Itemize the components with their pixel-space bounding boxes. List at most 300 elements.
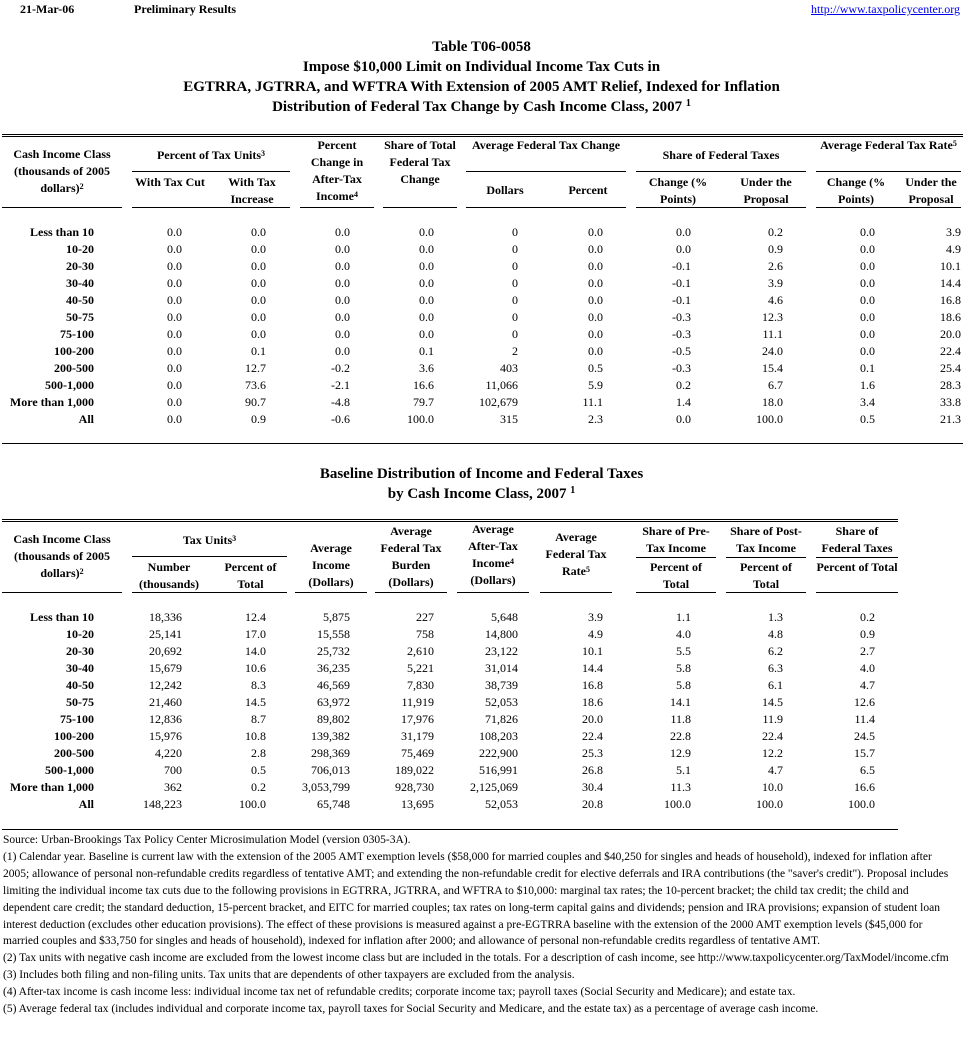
table-cell: 3,053,799 (302, 780, 350, 794)
header-underline (132, 592, 287, 593)
table-cell: 11.8 (670, 712, 691, 726)
table-cell: 227 (416, 610, 434, 624)
group-rule (636, 557, 716, 558)
table-cell: 0.0 (419, 310, 434, 324)
table-cell: 22.8 (670, 729, 691, 743)
table-cell: 189,022 (395, 763, 434, 777)
table-cell: 11,066 (485, 378, 518, 392)
table-cell: 11.1 (582, 395, 603, 409)
col-group-pct-tax-units: Percent of Tax Units$^3$ (156, 148, 266, 162)
footnote-2: (2) Tax units with negative cash income are excluded from the lowest income class but are included in the totals. For a description of cash income, see http://www.taxpolicycenter.org/TaxModel/income.cfm (3, 952, 949, 965)
table-cell: 6.5 (860, 763, 875, 777)
col-header-with-tax-cut: With Tax Cut (135, 175, 205, 189)
table-cell: 100.0 (848, 797, 875, 811)
table-cell: 3.9 (588, 610, 603, 624)
table-cell: 18,336 (149, 610, 182, 624)
table-cell: 0.0 (335, 344, 350, 358)
row-label: 100-200 (54, 729, 94, 743)
col-header-share-posttax: Share of Post-Tax Income (730, 524, 802, 555)
table-cell: 0.0 (251, 225, 266, 239)
table-cell: 14.0 (245, 644, 266, 658)
table-cell: 75,469 (401, 746, 434, 760)
row-label: 30-40 (66, 661, 94, 675)
table-cell: 28.3 (940, 378, 961, 392)
header-underline (457, 592, 529, 593)
table-cell: 0.0 (419, 242, 434, 256)
table-cell: 516,991 (479, 763, 518, 777)
table-cell: 2.3 (588, 412, 603, 426)
table-cell: 20.0 (582, 712, 603, 726)
table-cell: 100.0 (756, 412, 783, 426)
table-cell: 0 (512, 276, 518, 290)
table-cell: 3.9 (946, 225, 961, 239)
col-header-income-class: Cash Income Class (thousands of 2005 dollars)$^2$ (13, 532, 111, 580)
footnote-1: (1) Calendar year. Baseline is current law with the extension of the 2005 AMT exemption levels ($58,000 for married couples and $40,250 for singles and heads of household), indexed for inflation after 2005; allowance of personal non-refundable credits regardless of tentative AMT; and extending the non-refundable credit for elective deferrals and IRA contributions (the "saver's credit"). Proposal includes limiting the individual income tax cuts due to the following provisions in EGTRRA, JGTRRA, and WFTRA to $10,000: marginal tax rates; the 10-percent bracket; the child tax credit; the child and dependent care credit; the standard deduction, 15-percent bracket, and EITC for married couples; tax rates on long-term capital gains and dividends; pension and IRA provisions; expansion of student loan interest deduction (excludes other education provisions). The effect of these provisions is measured against a pre-EGTRRA baseline with the extension of the 2000 AMT exemption levels ($45,000 for married couples and $33,750 for singles and heads of household), indexed for inflation after 2000; and allowance of personal non-refundable credits regardless of tentative AMT. (3, 850, 949, 948)
row-label: All (78, 797, 94, 811)
table-cell: 0.0 (676, 412, 691, 426)
header-underline (295, 592, 367, 593)
col-header-pct-of-total: Percent of Total (649, 560, 703, 591)
table-cell: 16.6 (854, 780, 875, 794)
row-label: 75-100 (60, 712, 94, 726)
table-cell: 79.7 (413, 395, 434, 409)
table-cell: 4.0 (860, 661, 875, 675)
table-cell: 20,692 (149, 644, 182, 658)
table-cell: 0.0 (167, 361, 182, 375)
header-underline (383, 207, 457, 208)
table-cell: 18.0 (762, 395, 783, 409)
table-cell: 20.0 (940, 327, 961, 341)
table-cell: 298,369 (311, 746, 350, 760)
table-cell: 23,122 (485, 644, 518, 658)
table-cell: 0.0 (419, 225, 434, 239)
table-cell: 315 (500, 412, 518, 426)
table-cell: 0.0 (860, 310, 875, 324)
footnote-ref: 1 (570, 485, 576, 496)
table-cell: 0.0 (860, 344, 875, 358)
table-cell: -0.3 (672, 310, 691, 324)
table-cell: 706,013 (311, 763, 350, 777)
table-cell: -0.2 (331, 361, 350, 375)
table-cell: 3.9 (768, 276, 783, 290)
header-underline (2, 592, 122, 593)
table-cell: 20.8 (582, 797, 603, 811)
row-label: 200-500 (54, 746, 94, 760)
table-title-line: by Cash Income Class, 2007 $^1$ (387, 485, 576, 502)
table-cell: 148,223 (143, 797, 182, 811)
table-cell: 0 (512, 293, 518, 307)
table-cell: 108,203 (479, 729, 518, 743)
table-cell: 15,679 (149, 661, 182, 675)
table-cell: 4.8 (768, 627, 783, 641)
row-label: 40-50 (66, 293, 94, 307)
table-cell: 0.0 (588, 344, 603, 358)
table-cell: 10.1 (582, 644, 603, 658)
row-label: More than 1,000 (9, 780, 94, 794)
table-cell: 0.0 (335, 310, 350, 324)
table-cell: 15,976 (149, 729, 182, 743)
table-cell: 16.6 (413, 378, 434, 392)
table-cell: 22.4 (940, 344, 961, 358)
header-underline (636, 592, 716, 593)
col-header-number: Number (thousands) (138, 560, 200, 591)
table-cell: 8.7 (251, 712, 266, 726)
table-cell: 0.0 (860, 293, 875, 307)
header-underline (816, 592, 898, 593)
table-cell: 362 (164, 780, 182, 794)
table-cell: 0.0 (167, 344, 182, 358)
col-header-share-total-change: Share of Total Federal Tax Change (384, 138, 456, 186)
row-label: Less than 10 (29, 225, 94, 239)
table-cell: 0.0 (588, 225, 603, 239)
table2-title-block (0, 464, 963, 504)
table-cell: 12.4 (245, 610, 266, 624)
group-rule (816, 557, 898, 558)
table-cell: 0.1 (419, 344, 434, 358)
table-cell: 0.0 (588, 293, 603, 307)
table-cell: 12.3 (762, 310, 783, 324)
header-underline (726, 592, 806, 593)
col-header-pct-change-aftertax: Percent Change in After-Tax Income$^4$ (310, 138, 364, 203)
table-cell: 18.6 (940, 310, 961, 324)
table-cell: 30.4 (582, 780, 603, 794)
table-cell: 758 (416, 627, 434, 641)
col-header-avg-rate: Average Federal Tax Rate$^5$ (545, 530, 607, 578)
table-cell: 25.3 (582, 746, 603, 760)
table-cell: 5.1 (676, 763, 691, 777)
col-header-income-class: Cash Income Class (thousands of 2005 dollars)$^2$ (13, 147, 111, 195)
table-cell: 21,460 (149, 695, 182, 709)
table-cell: 18.6 (582, 695, 603, 709)
source-note: Source: Urban-Brookings Tax Policy Center Microsimulation Model (version 0305-3A). (3, 834, 411, 846)
table-cell: 11.4 (854, 712, 875, 726)
row-label: 40-50 (66, 678, 94, 692)
table-cell: 0.9 (251, 412, 266, 426)
table-cell: 26.8 (582, 763, 603, 777)
table-cell: 12.6 (854, 695, 875, 709)
table-cell: 4.0 (676, 627, 691, 641)
row-label: All (78, 412, 94, 426)
table-cell: 17,976 (401, 712, 434, 726)
table-cell: 14.5 (245, 695, 266, 709)
table-cell: 5.5 (676, 644, 691, 658)
table-cell: 89,802 (317, 712, 350, 726)
table-cell: 1.6 (860, 378, 875, 392)
table-cell: 0.0 (167, 225, 182, 239)
table-cell: 15.7 (854, 746, 875, 760)
table-cell: 14,800 (485, 627, 518, 641)
table-cell: 25,732 (317, 644, 350, 658)
table-cell: -0.3 (672, 361, 691, 375)
table-cell: 36,235 (317, 661, 350, 675)
table-cell: 0.0 (588, 327, 603, 341)
table-title-line: Distribution of Federal Tax Change by Cash Income Class, 2007 $^1$ (272, 98, 691, 115)
group-rule (132, 556, 287, 557)
col-header-with-tax-increase: With Tax Increase (228, 175, 276, 206)
site-link[interactable]: http://www.taxpolicycenter.org (811, 2, 960, 16)
table-cell: 14.1 (670, 695, 691, 709)
table-cell: -0.1 (672, 293, 691, 307)
col-group-tax-units: Tax Units$^3$ (182, 533, 237, 547)
table-cell: 2,125,069 (470, 780, 518, 794)
table-cell: 14.4 (940, 276, 961, 290)
table-cell: 2,610 (407, 644, 434, 658)
table-cell: 0 (512, 327, 518, 341)
table-cell: 0.0 (251, 327, 266, 341)
table-cell: 10.1 (940, 259, 961, 273)
table-cell: 52,053 (485, 695, 518, 709)
table-cell: 52,053 (485, 797, 518, 811)
row-label: Less than 10 (29, 610, 94, 624)
table-cell: 15,558 (317, 627, 350, 641)
col-header-avg-income: Average Income (Dollars) (308, 541, 354, 589)
table2-bottom-rule (2, 829, 898, 830)
table-title-line: Baseline Distribution of Income and Federal Taxes (319, 466, 644, 482)
table-cell: 4.7 (768, 763, 783, 777)
table-cell: 0 (512, 310, 518, 324)
table-cell: 0.0 (167, 378, 182, 392)
table-cell: 11,919 (401, 695, 434, 709)
group-rule (636, 171, 806, 172)
table-cell: 0.0 (860, 242, 875, 256)
row-label: 500-1,000 (45, 378, 94, 392)
table-cell: 3.6 (419, 361, 434, 375)
report-date: 21-Mar-06 (20, 2, 75, 16)
table-cell: 15.4 (762, 361, 783, 375)
row-label: 75-100 (60, 327, 94, 341)
footnote-5: (5) Average federal tax (includes individual and corporate income tax, payroll taxes for Social Security and Medicare, and the estate tax) as a percentage of average cash income. (3, 1003, 819, 1016)
table-cell: 11.1 (762, 327, 783, 341)
table-cell: 5,875 (323, 610, 350, 624)
table-cell: 12.2 (762, 746, 783, 760)
table-cell: 100.0 (239, 797, 266, 811)
table-cell: 0.0 (860, 327, 875, 341)
table-cell: 4.9 (946, 242, 961, 256)
table-cell: 0.0 (167, 327, 182, 341)
row-label: More than 1,000 (9, 395, 94, 409)
table-cell: 22.4 (582, 729, 603, 743)
col-group-share-fed-taxes: Share of Federal Taxes (662, 148, 780, 162)
col-header-pct-of-total: Percent of Total (739, 560, 793, 591)
table-cell: 11.3 (670, 780, 691, 794)
table-cell: 31,014 (485, 661, 518, 675)
group-rule (132, 171, 290, 172)
table-cell: 0.0 (676, 225, 691, 239)
col-header-avg-burden: Average Federal Tax Burden (Dollars) (380, 524, 442, 589)
table-cell: 0.0 (251, 293, 266, 307)
table-cell: 21.3 (940, 412, 961, 426)
table-cell: 0.0 (167, 276, 182, 290)
row-label: 10-20 (66, 627, 94, 641)
col-header-dollars: Dollars (486, 183, 524, 197)
table-cell: 0.0 (676, 242, 691, 256)
table-cell: 0.0 (167, 293, 182, 307)
table-cell: 0 (512, 259, 518, 273)
table-cell: 14.5 (762, 695, 783, 709)
table-cell: 5.9 (588, 378, 603, 392)
row-label: 10-20 (66, 242, 94, 256)
table-cell: 0.0 (860, 259, 875, 273)
table-cell: 46,569 (317, 678, 350, 692)
footnote-ref: 1 (685, 98, 691, 109)
table-cell: 17.0 (245, 627, 266, 641)
table-cell: 0.0 (167, 242, 182, 256)
table-cell: 71,826 (485, 712, 518, 726)
table-cell: 100.0 (756, 797, 783, 811)
table-cell: 1.3 (768, 610, 783, 624)
table-cell: 0.0 (419, 259, 434, 273)
table-cell: 0.0 (419, 327, 434, 341)
header-underline (540, 592, 612, 593)
table-cell: 24.0 (762, 344, 783, 358)
footnotes (3, 832, 958, 1018)
col-header-pct-of-total: Percent of Total (816, 560, 898, 574)
group-rule (816, 171, 961, 172)
table-cell: 0.2 (251, 780, 266, 794)
table-cell: 0 (512, 242, 518, 256)
table-cell: 0.0 (335, 276, 350, 290)
table-cell: 0.0 (251, 259, 266, 273)
table-cell: 2.7 (860, 644, 875, 658)
status-label: Preliminary Results (134, 2, 237, 16)
table-cell: 4.7 (860, 678, 875, 692)
table-cell: 65,748 (317, 797, 350, 811)
header-underline (816, 207, 961, 208)
page-header (0, 2, 963, 18)
table-cell: 0.1 (860, 361, 875, 375)
table-title-line: Impose $10,000 Limit on Individual Income Tax Cuts in (302, 59, 661, 75)
table-cell: 6.7 (768, 378, 783, 392)
row-label: 500-1,000 (45, 763, 94, 777)
table-cell: 7,830 (407, 678, 434, 692)
row-label: 20-30 (66, 259, 94, 273)
table-cell: -4.8 (331, 395, 350, 409)
table-cell: 2.8 (251, 746, 266, 760)
table-cell: -0.3 (672, 327, 691, 341)
group-rule (726, 557, 806, 558)
table-cell: 8.3 (251, 678, 266, 692)
table-cell: 100.0 (407, 412, 434, 426)
table-cell: 63,972 (317, 695, 350, 709)
table-cell: 0.2 (676, 378, 691, 392)
row-label: 30-40 (66, 276, 94, 290)
col-header-share-pretax: Share of Pre-Tax Income (642, 524, 710, 555)
table-cell: 0 (512, 225, 518, 239)
table-cell: 1.1 (676, 610, 691, 624)
table-cell: 0.2 (768, 225, 783, 239)
col-group-avg-tax-change: Average Federal Tax Change (471, 138, 621, 152)
table1-bottom-rule (2, 443, 963, 444)
col-header-share-fed: Share of Federal Taxes (821, 524, 893, 555)
header-underline (300, 207, 374, 208)
table-cell: -0.6 (331, 412, 350, 426)
table-cell: 13,695 (401, 797, 434, 811)
table-cell: 4.9 (588, 627, 603, 641)
table-cell: -0.1 (672, 259, 691, 273)
group-rule (466, 171, 626, 172)
table-cell: 12.7 (245, 361, 266, 375)
table-cell: 12,836 (149, 712, 182, 726)
table-cell: 0.9 (768, 242, 783, 256)
col-group-avg-tax-rate: Average Federal Tax Rate$^5$ (820, 138, 957, 152)
table-cell: 222,900 (479, 746, 518, 760)
table-cell: 102,679 (479, 395, 518, 409)
table-cell: -0.5 (672, 344, 691, 358)
table-cell: 0.0 (167, 310, 182, 324)
table-cell: 0.0 (860, 276, 875, 290)
table-cell: 4.6 (768, 293, 783, 307)
table-cell: 0.0 (167, 259, 182, 273)
table-cell: 11.9 (762, 712, 783, 726)
table-cell: 0.0 (167, 412, 182, 426)
table-cell: 0.9 (860, 627, 875, 641)
table-cell: 0.0 (335, 293, 350, 307)
table-cell: 25.4 (940, 361, 961, 375)
table-cell: 2 (512, 344, 518, 358)
table-cell: 90.7 (245, 395, 266, 409)
table-cell: 0.2 (860, 610, 875, 624)
header-underline (375, 592, 447, 593)
table-cell: 928,730 (395, 780, 434, 794)
table-cell: 16.8 (582, 678, 603, 692)
col-header-avg-aftertax: Average After-Tax Income$^4$ (Dollars) (468, 522, 518, 587)
header-underline (132, 207, 290, 208)
table-cell: 10.8 (245, 729, 266, 743)
table-cell: 139,382 (311, 729, 350, 743)
table-cell: 0.0 (588, 276, 603, 290)
table-cell: 100.0 (664, 797, 691, 811)
table-cell: 12,242 (149, 678, 182, 692)
table-cell: 0.5 (251, 763, 266, 777)
table-cell: 5,221 (407, 661, 434, 675)
table-cell: 0.5 (588, 361, 603, 375)
table-cell: 10.0 (762, 780, 783, 794)
table2-top-rule (2, 519, 898, 522)
table-cell: 0.1 (251, 344, 266, 358)
table-cell: 6.2 (768, 644, 783, 658)
table-cell: 0.0 (335, 327, 350, 341)
table-cell: 0.0 (419, 293, 434, 307)
table-cell: 5.8 (676, 678, 691, 692)
table-cell: 700 (164, 763, 182, 777)
table-cell: 0.0 (167, 395, 182, 409)
table-cell: 0.0 (251, 242, 266, 256)
table-cell: 16.8 (940, 293, 961, 307)
table-cell: 6.1 (768, 678, 783, 692)
table-cell: 24.5 (854, 729, 875, 743)
table-id: Table T06-0058 (432, 39, 531, 55)
header-underline (636, 207, 806, 208)
col-header-share-under-proposal: Under the Proposal (740, 175, 792, 206)
table-cell: 0.0 (251, 310, 266, 324)
footnote-3: (3) Includes both filing and non-filing units. Tax units that are dependents of other taxpayers are excluded from the analysis. (3, 969, 575, 982)
table-cell: 38,739 (485, 678, 518, 692)
col-header-rate-under-proposal: Under the Proposal (905, 175, 957, 206)
table-cell: 1.4 (676, 395, 691, 409)
table-cell: 0.0 (335, 259, 350, 273)
table-cell: -0.1 (672, 276, 691, 290)
header-underline (2, 207, 122, 208)
table1-title-block (0, 37, 963, 117)
table-cell: 0.0 (335, 225, 350, 239)
table-cell: 22.4 (762, 729, 783, 743)
table-cell: 0.0 (588, 242, 603, 256)
table-title-line: EGTRRA, JGTRRA, and WFTRA With Extension of 2005 AMT Relief, Indexed for Inflation (183, 79, 780, 95)
col-header-pct-total: Percent of Total (224, 560, 277, 591)
table-cell: 0.0 (251, 276, 266, 290)
table-cell: 0.5 (860, 412, 875, 426)
row-label: 100-200 (54, 344, 94, 358)
